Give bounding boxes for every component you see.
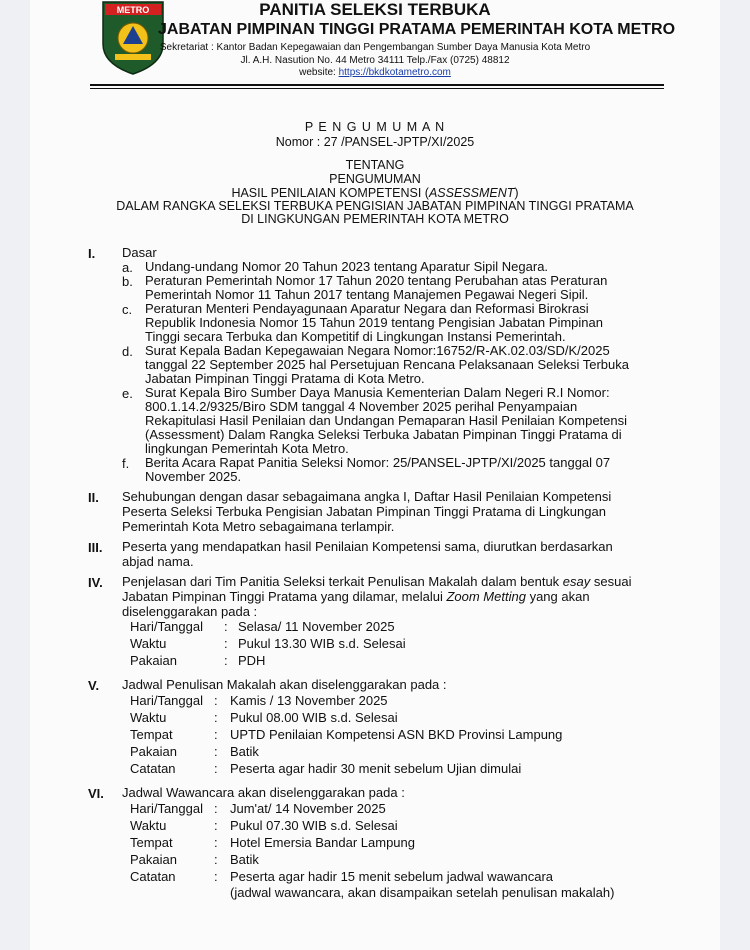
announcement-heading: P E N G U M U M A N: [304, 120, 446, 134]
s5-row-2-colon: :: [214, 710, 218, 725]
s6-row-5-label: Catatan: [130, 869, 176, 884]
s6-note: (jadwal wawancara, akan disampaikan setelah penulisan makalah): [230, 885, 615, 900]
section-3-number: III.: [88, 540, 103, 555]
secretariat-line: Sekretariat : Kantor Badan Kepegawaian dan Pengembangan Sumber Daya Manusia Kota Metro: [159, 42, 591, 53]
section-2-line-1: Sehubungan dengan dasar sebagaimana angka I, Daftar Hasil Penilaian Kompetensi: [122, 489, 612, 504]
logo-text: METRO: [116, 5, 150, 15]
s5-row-5-colon: :: [214, 761, 218, 776]
section-2-number: II.: [88, 490, 99, 505]
s6-row-2-label: Waktu: [130, 818, 167, 833]
section-4-line-3: diselenggarakan pada :: [122, 604, 258, 619]
s4-row-2-label: Waktu: [130, 636, 167, 651]
item-e-line-2: 800.1.14.2/9325/Biro SDM tanggal 4 November 2025 perihal Penyampaian: [145, 399, 578, 414]
item-b-letter: b.: [122, 274, 133, 289]
item-c-line-1: Peraturan Menteri Pendayagunaan Aparatur Negara dan Reformasi Birokrasi: [145, 301, 589, 316]
item-e-line-4: (Assessment) Dalam Rangka Seleksi Terbuka Jabatan Pimpinan Tinggi Pratama di: [145, 427, 622, 442]
title-line-1: [30, 186, 720, 200]
item-b-line-1: Peraturan Pemerintah Nomor 17 Tahun 2020 tentang Perubahan atas Peraturan: [145, 273, 608, 288]
s4-row-2-value: Pukul 13.30 WIB s.d. Selesai: [238, 636, 406, 651]
section-4-line-1-italic: esay: [562, 574, 591, 589]
section-3-line-1: Peserta yang mendapatkan hasil Penilaian Kompetensi sama, diurutkan berdasarkan: [122, 539, 613, 554]
s6-row-1-colon: :: [214, 801, 218, 816]
s5-row-1-label: Hari/Tanggal: [130, 693, 203, 708]
section-3-line-2: abjad nama.: [122, 554, 194, 569]
item-d-line-3: Jabatan Pimpinan Tinggi Pratama di Kota Metro.: [145, 371, 425, 386]
item-d-line-1: Surat Kepala Badan Kepegawaian Negara Nomor:16752/R-AK.02.03/SD/K/2025: [145, 343, 610, 358]
website-line: [30, 67, 720, 78]
s6-row-5-value: Peserta agar hadir 15 menit sebelum jadwal wawancara: [230, 869, 554, 884]
title-line-1-end: ): [514, 186, 519, 200]
s4-row-2-colon: :: [224, 636, 228, 651]
section-5-intro: Jadwal Penulisan Makalah akan diselenggarakan pada :: [122, 677, 447, 692]
s6-row-1-value: Jum'at/ 14 November 2025: [230, 801, 386, 816]
s5-row-2-value: Pukul 08.00 WIB s.d. Selesai: [230, 710, 398, 725]
section-4-line-2-italic: Zoom Metting: [446, 589, 526, 604]
header-rule-thin: [90, 88, 664, 89]
website-link[interactable]: https://bkdkotametro.com: [338, 67, 451, 78]
s5-row-4-colon: :: [214, 744, 218, 759]
section-2-line-2: Peserta Seleksi Terbuka Pengisian Jabatan Pimpinan Tinggi Pratama di Lingkungan: [122, 504, 606, 519]
subtitle: PENGUMUMAN: [329, 172, 421, 186]
section-4-line-1-a: Penjelasan dari Tim Panitia Seleksi terkait Penulisan Makalah dalam bentuk: [122, 574, 563, 589]
s6-row-5-colon: :: [214, 869, 218, 884]
s4-row-1-value: Selasa/ 11 November 2025: [238, 619, 395, 634]
s5-row-5-value: Peserta agar hadir 30 menit sebelum Ujian dimulai: [230, 761, 522, 776]
s6-row-3-value: Hotel Emersia Bandar Lampung: [230, 835, 415, 850]
section-1-number: I.: [88, 246, 96, 261]
website-label: website:: [299, 67, 339, 78]
item-e-line-5: lingkungan Pemerintah Kota Metro.: [145, 441, 349, 456]
s4-row-1-label: Hari/Tanggal: [130, 619, 203, 634]
s5-row-1-colon: :: [214, 693, 218, 708]
s5-row-1-value: Kamis / 13 November 2025: [230, 693, 388, 708]
s6-row-4-label: Pakaian: [130, 852, 177, 867]
section-4-line-1: [122, 575, 631, 589]
s6-row-2-colon: :: [214, 818, 218, 833]
item-e-line-1: Surat Kepala Biro Sumber Daya Manusia Kementerian Dalam Negeri R.I Nomor:: [145, 385, 610, 400]
org-name: PANITIA SELEKSI TERBUKA: [259, 0, 491, 19]
s6-row-4-value: Batik: [230, 852, 259, 867]
s5-row-3-value: UPTD Penilaian Kompetensi ASN BKD Provinsi Lampung: [230, 727, 563, 742]
about-label: TENTANG: [345, 158, 405, 172]
section-6-number: VI.: [88, 786, 104, 801]
section-4-line-1-c: sesuai: [590, 574, 632, 589]
s4-row-1-colon: :: [224, 619, 228, 634]
s4-row-3-label: Pakaian: [130, 653, 177, 668]
s6-row-2-value: Pukul 07.30 WIB s.d. Selesai: [230, 818, 398, 833]
item-c-line-3: Tinggi secara Terbuka dan Kompetitif di Lingkungan Instansi Pemerintah.: [145, 329, 566, 344]
item-e-line-3: Rekapitulasi Hasil Penilaian dan Undangan Pemaparan Hasil Penilaian Kompetensi: [145, 413, 628, 428]
announcement-number: Nomor : 27 /PANSEL-JPTP/XI/2025: [275, 135, 475, 149]
title-line-2: DALAM RANGKA SELEKSI TERBUKA PENGISIAN JABATAN PIMPINAN TINGGI PRATAMA: [116, 199, 634, 213]
title-line-3: DI LINGKUNGAN PEMERINTAH KOTA METRO: [241, 212, 509, 226]
item-f-line-2: November 2025.: [145, 469, 242, 484]
item-e-letter: e.: [122, 386, 133, 401]
s5-row-4-label: Pakaian: [130, 744, 177, 759]
section-4-number: IV.: [88, 575, 103, 590]
s6-row-3-label: Tempat: [130, 835, 173, 850]
item-f-line-1: Berita Acara Rapat Panitia Seleksi Nomor: 25/PANSEL-JPTP/XI/2025 tanggal 07: [145, 455, 611, 470]
s5-row-3-colon: :: [214, 727, 218, 742]
address-line: Jl. A.H. Nasution No. 44 Metro 34111 Telp./Fax (0725) 48812: [240, 55, 510, 66]
s5-row-2-label: Waktu: [130, 710, 167, 725]
org-title: JABATAN PIMPINAN TINGGI PRATAMA PEMERINTAH KOTA METRO: [158, 21, 676, 38]
s5-row-3-label: Tempat: [130, 727, 173, 742]
section-4-line-2-a: Jabatan Pimpinan Tinggi Pratama yang dilamar, melalui: [122, 589, 447, 604]
section-4-line-2: [122, 590, 590, 604]
item-a-letter: a.: [122, 260, 133, 275]
header-rule-thick: [90, 84, 664, 86]
title-line-1-text: HASIL PENILAIAN KOMPETENSI (: [231, 186, 429, 200]
item-c-letter: c.: [122, 302, 133, 317]
s4-row-3-colon: :: [224, 653, 228, 668]
s6-row-3-colon: :: [214, 835, 218, 850]
item-a-line-1: Undang-undang Nomor 20 Tahun 2023 tentang Aparatur Sipil Negara.: [145, 259, 549, 274]
s6-row-4-colon: :: [214, 852, 218, 867]
s4-row-3-value: PDH: [238, 653, 266, 668]
item-d-line-2: tanggal 22 September 2025 hal Persetujuan Rencana Pelaksanaan Seleksi Terbuka: [145, 357, 629, 372]
section-6-intro: Jadwal Wawancara akan diselenggarakan pada :: [122, 785, 405, 800]
document-page: [30, 0, 720, 950]
title-line-1-italic: ASSESSMENT: [428, 186, 515, 200]
section-5-number: V.: [88, 678, 100, 693]
item-d-letter: d.: [122, 344, 133, 359]
item-c-line-2: Republik Indonesia Nomor 15 Tahun 2019 tentang Pengisian Jabatan Pimpinan: [145, 315, 603, 330]
s5-row-4-value: Batik: [230, 744, 259, 759]
section-4-line-2-c: yang akan: [525, 589, 590, 604]
section-2-line-3: Pemerintah Kota Metro sebagaimana terlampir.: [122, 519, 395, 534]
item-b-line-2: Pemerintah Nomor 11 Tahun 2017 tentang Manajemen Pegawai Negeri Sipil.: [145, 287, 589, 302]
section-1-title: Dasar: [122, 245, 157, 260]
s5-row-5-label: Catatan: [130, 761, 176, 776]
item-f-letter: f.: [122, 456, 130, 471]
s6-row-1-label: Hari/Tanggal: [130, 801, 203, 816]
